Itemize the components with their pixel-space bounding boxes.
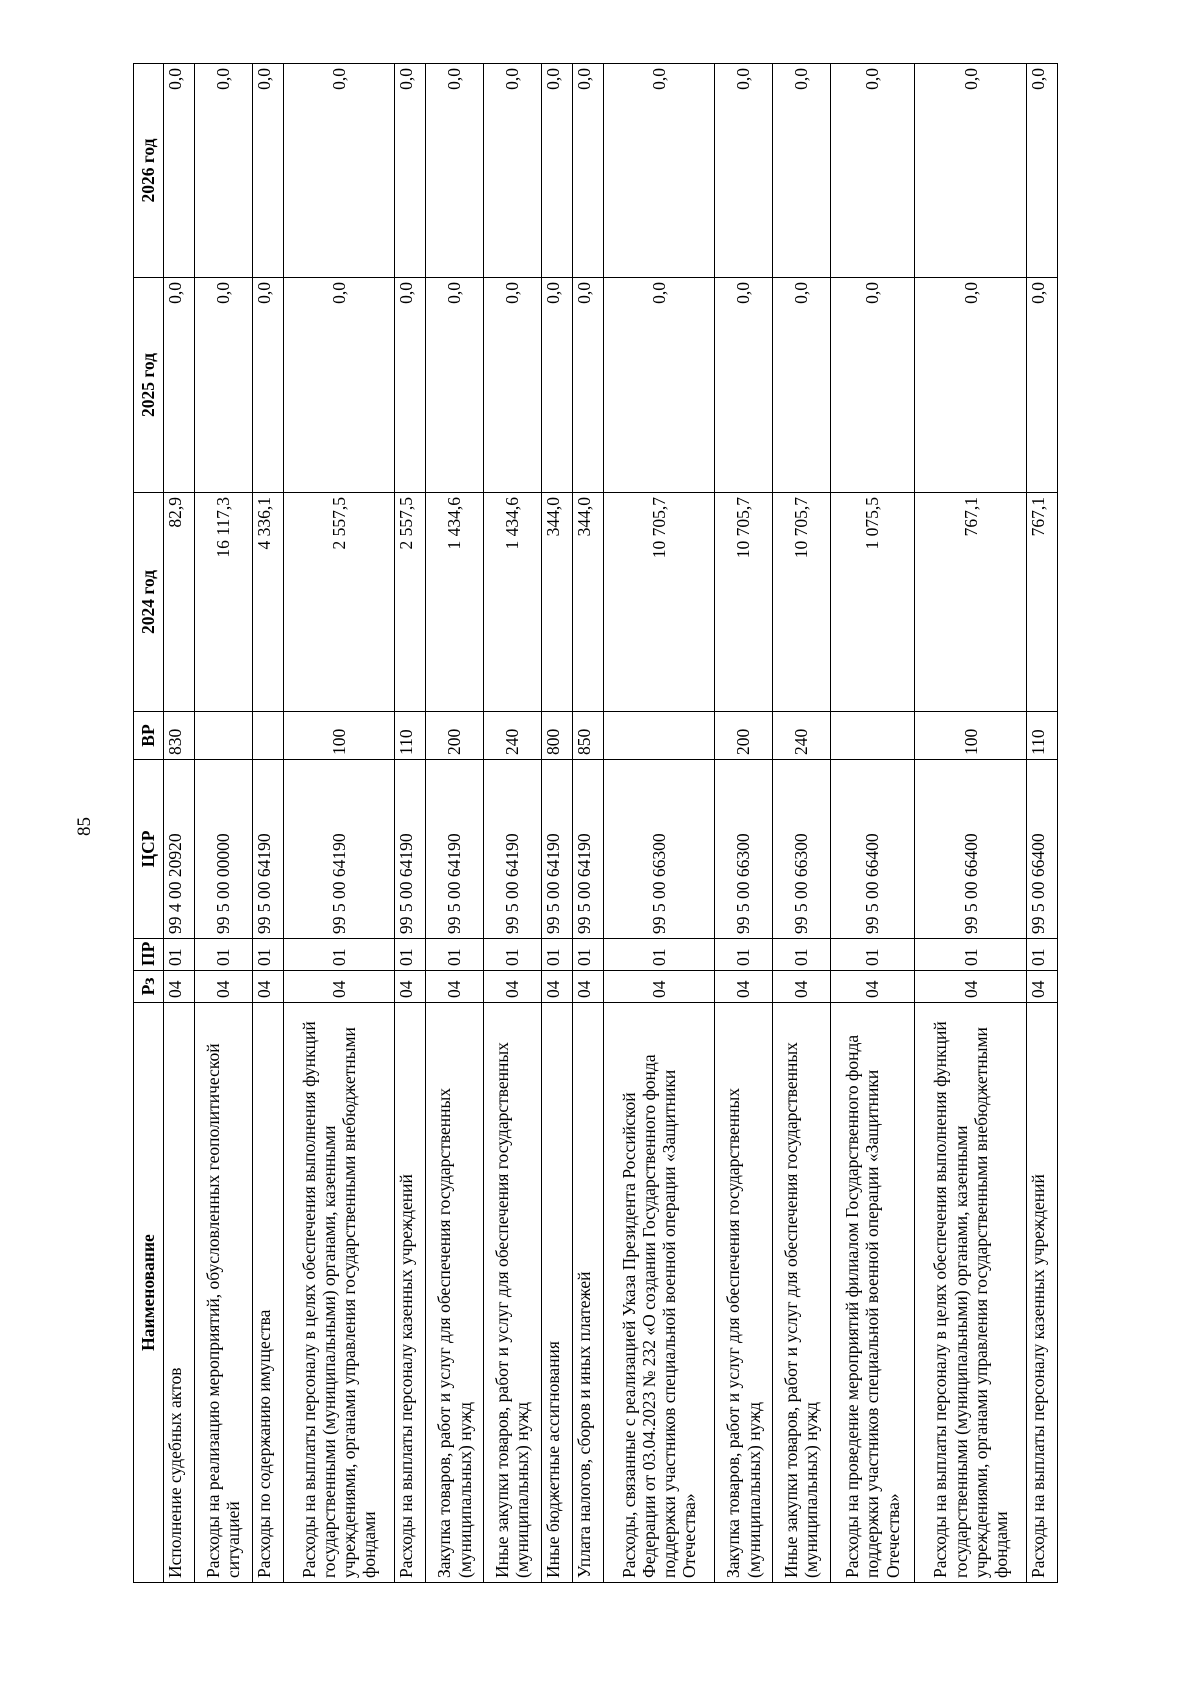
cell-y2024: 344,0 [541,493,572,712]
cell-name: Исполнение судебных актов [164,1003,195,1583]
cell-y2026: 0,0 [483,64,541,278]
cell-y2026: 0,0 [1027,64,1058,278]
cell-y2024: 767,1 [915,493,1027,712]
cell-name: Иные закупки товаров, работ и услуг для обеспечения государственных (муниципальных) нужд [772,1003,830,1583]
cell-y2024: 1 434,6 [426,493,484,712]
cell-csr: 99 5 00 66300 [772,760,830,939]
cell-y2026: 0,0 [164,64,195,278]
cell-y2024: 1 434,6 [483,493,541,712]
cell-rz: 04 [715,971,773,1003]
header-rz: Рз [134,971,164,1003]
cell-name: Иные закупки товаров, работ и услуг для обеспечения государственных (муниципальных) нужд [483,1003,541,1583]
cell-vr: 100 [915,712,1027,760]
cell-pr: 01 [541,939,572,971]
cell-y2024: 10 705,7 [772,493,830,712]
cell-pr: 01 [483,939,541,971]
cell-csr: 99 5 00 00000 [194,760,252,939]
header-vr: ВР [134,712,164,760]
cell-y2026: 0,0 [252,64,283,278]
cell-y2025: 0,0 [164,278,195,493]
cell-pr: 01 [283,939,395,971]
cell-csr: 99 4 00 20920 [164,760,195,939]
cell-pr: 01 [1027,939,1058,971]
cell-csr: 99 5 00 64190 [483,760,541,939]
cell-rz: 04 [603,971,715,1003]
cell-csr: 99 5 00 66400 [1027,760,1058,939]
cell-rz: 04 [283,971,395,1003]
cell-pr: 01 [572,939,603,971]
cell-y2025: 0,0 [1027,278,1058,493]
cell-y2024: 2 557,5 [395,493,426,712]
table-row [715,64,773,1583]
cell-csr: 99 5 00 66400 [915,760,1027,939]
header-csr: ЦСР [134,760,164,939]
table-row [603,64,715,1583]
cell-vr [252,712,283,760]
cell-vr: 800 [541,712,572,760]
cell-name: Закупка товаров, работ и услуг для обеспечения государственных (муниципальных) нужд [715,1003,773,1583]
cell-y2026: 0,0 [715,64,773,278]
cell-csr: 99 5 00 66300 [715,760,773,939]
table-row [772,64,830,1583]
cell-vr [830,712,915,760]
table-body [164,64,1058,1583]
table-row [915,64,1027,1583]
table-row [830,64,915,1583]
cell-name: Расходы на реализацию мероприятий, обусловленных геополитической ситуацией [194,1003,252,1583]
cell-vr [194,712,252,760]
cell-vr [603,712,715,760]
cell-y2026: 0,0 [283,64,395,278]
cell-y2024: 16 117,3 [194,493,252,712]
cell-name: Уплата налогов, сборов и иных платежей [572,1003,603,1583]
cell-y2025: 0,0 [715,278,773,493]
cell-pr: 01 [603,939,715,971]
cell-vr: 850 [572,712,603,760]
cell-y2024: 2 557,5 [283,493,395,712]
table-row [252,64,283,1583]
cell-rz: 04 [194,971,252,1003]
cell-pr: 01 [830,939,915,971]
cell-csr: 99 5 00 66400 [830,760,915,939]
cell-y2025: 0,0 [395,278,426,493]
cell-y2026: 0,0 [541,64,572,278]
cell-rz: 04 [426,971,484,1003]
header-2025: 2025 год [134,278,164,493]
cell-y2026: 0,0 [772,64,830,278]
cell-csr: 99 5 00 64190 [541,760,572,939]
cell-y2024: 10 705,7 [715,493,773,712]
cell-y2026: 0,0 [603,64,715,278]
cell-rz: 04 [483,971,541,1003]
cell-rz: 04 [830,971,915,1003]
cell-y2024: 10 705,7 [603,493,715,712]
cell-rz: 04 [1027,971,1058,1003]
cell-y2024: 4 336,1 [252,493,283,712]
cell-y2025: 0,0 [194,278,252,493]
cell-name: Расходы на выплаты персоналу в целях обеспечения выполнения функций государственными (муниципальными) органами, казенными учреждениями, органами управления государственными внебюджетными фондами [283,1003,395,1583]
cell-vr: 110 [1027,712,1058,760]
cell-y2025: 0,0 [915,278,1027,493]
cell-csr: 99 5 00 64190 [395,760,426,939]
cell-rz: 04 [915,971,1027,1003]
header-2026: 2026 год [134,64,164,278]
cell-name: Закупка товаров, работ и услуг для обеспечения государственных (муниципальных) нужд [426,1003,484,1583]
cell-y2025: 0,0 [603,278,715,493]
cell-csr: 99 5 00 64190 [572,760,603,939]
cell-y2024: 767,1 [1027,493,1058,712]
table-row [426,64,484,1583]
cell-vr: 100 [283,712,395,760]
cell-rz: 04 [772,971,830,1003]
cell-y2026: 0,0 [915,64,1027,278]
cell-name: Расходы на выплаты персоналу в целях обеспечения выполнения функций государственными (муниципальными) органами, казенными учреждениями, органами управления государственными внебюджетными фондами [915,1003,1027,1583]
header-name: Наименование [134,1003,164,1583]
cell-y2025: 0,0 [483,278,541,493]
cell-rz: 04 [252,971,283,1003]
cell-name: Иные бюджетные ассигнования [541,1003,572,1583]
cell-pr: 01 [715,939,773,971]
cell-y2024: 1 075,5 [830,493,915,712]
cell-y2025: 0,0 [772,278,830,493]
cell-name: Расходы на проведение мероприятий филиалом Государственного фонда поддержки участников специальной военной операции «Защитники Отечества» [830,1003,915,1583]
cell-vr: 110 [395,712,426,760]
cell-y2025: 0,0 [252,278,283,493]
table-row [164,64,195,1583]
table-row [283,64,395,1583]
cell-y2024: 344,0 [572,493,603,712]
cell-pr: 01 [252,939,283,971]
cell-name: Расходы на выплаты персоналу казенных учреждений [1027,1003,1058,1583]
cell-csr: 99 5 00 66300 [603,760,715,939]
cell-csr: 99 5 00 64190 [283,760,395,939]
cell-pr: 01 [395,939,426,971]
cell-vr: 830 [164,712,195,760]
cell-y2025: 0,0 [830,278,915,493]
page-number: 85 [74,817,95,836]
cell-csr: 99 5 00 64190 [252,760,283,939]
cell-rz: 04 [572,971,603,1003]
table-row [483,64,541,1583]
cell-y2026: 0,0 [830,64,915,278]
cell-rz: 04 [164,971,195,1003]
table-row [1027,64,1058,1583]
cell-csr: 99 5 00 64190 [426,760,484,939]
rotated-table-container [133,64,1058,1583]
cell-name: Расходы на выплаты персоналу казенных учреждений [395,1003,426,1583]
cell-y2024: 82,9 [164,493,195,712]
cell-pr: 01 [915,939,1027,971]
table-row [194,64,252,1583]
cell-vr: 240 [772,712,830,760]
cell-pr: 01 [164,939,195,971]
cell-y2025: 0,0 [541,278,572,493]
cell-name: Расходы по содержанию имущества [252,1003,283,1583]
cell-y2025: 0,0 [572,278,603,493]
cell-name: Расходы, связанные с реализацией Указа Президента Российской Федерации от 03.04.2023 № 232 «О создании Государственного фонда поддержки участников специальной военной операции «Защитники Отечества» [603,1003,715,1583]
cell-rz: 04 [395,971,426,1003]
cell-y2026: 0,0 [426,64,484,278]
cell-y2025: 0,0 [426,278,484,493]
table-row [541,64,572,1583]
table-row [395,64,426,1583]
budget-table [133,63,1058,1583]
header-pr: ПР [134,939,164,971]
table-row [572,64,603,1583]
cell-y2025: 0,0 [283,278,395,493]
cell-y2026: 0,0 [572,64,603,278]
cell-pr: 01 [772,939,830,971]
cell-vr: 240 [483,712,541,760]
cell-y2026: 0,0 [395,64,426,278]
cell-pr: 01 [426,939,484,971]
cell-y2026: 0,0 [194,64,252,278]
cell-rz: 04 [541,971,572,1003]
table-header-row [134,64,164,1583]
header-2024: 2024 год [134,493,164,712]
cell-pr: 01 [194,939,252,971]
cell-vr: 200 [426,712,484,760]
cell-vr: 200 [715,712,773,760]
